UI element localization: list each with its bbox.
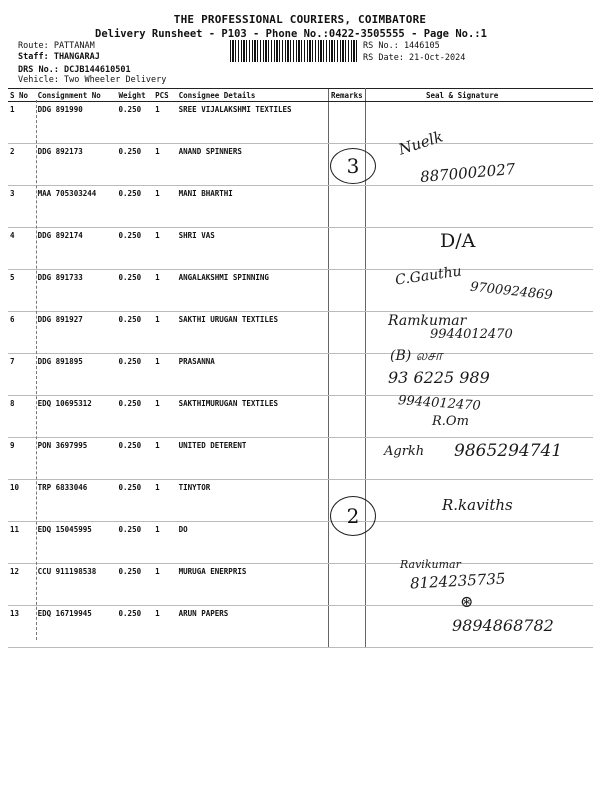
sno-cell: 3: [8, 186, 36, 228]
weight-cell: 0.250: [117, 396, 154, 438]
pcs-cell: 1: [153, 396, 177, 438]
pcs-cell: 1: [153, 312, 177, 354]
table-row: [8, 102, 593, 144]
barcode: [230, 40, 357, 62]
consignee-cell: MANI BHARTHI: [177, 186, 329, 228]
weight-cell: 0.250: [117, 312, 154, 354]
pcs-cell: 1: [153, 480, 177, 522]
col-consignee: Consignee Details: [177, 89, 329, 102]
signature-row8: R.Om: [432, 414, 469, 429]
consignment-cell: TRP 6833046: [36, 480, 117, 522]
pcs-cell: 1: [153, 102, 177, 144]
consignment-cell: DDG 891990: [36, 102, 117, 144]
route-label: Route: PATTANAM: [18, 41, 95, 51]
remark-mark-upper: 3: [330, 148, 376, 184]
consignment-cell: EDQ 16719945: [36, 606, 117, 648]
signature-row9: Agrkh: [384, 444, 425, 459]
sno-cell: 8: [8, 396, 36, 438]
rs-number: RS No.: 1446105: [363, 41, 440, 51]
table-header-row: [8, 89, 593, 102]
col-signature: Seal & Signature: [365, 89, 593, 102]
sno-cell: 11: [8, 522, 36, 564]
phone-row2: 8870002027: [419, 159, 517, 187]
sno-cell: 13: [8, 606, 36, 648]
remarks-cell: [329, 354, 366, 396]
vehicle-label: Vehicle: Two Wheeler Delivery: [18, 75, 167, 85]
sno-cell: 7: [8, 354, 36, 396]
signature-row7: (B) லசா: [390, 348, 443, 364]
consignee-cell: PRASANNA: [177, 354, 329, 396]
pcs-cell: 1: [153, 144, 177, 186]
sno-cell: 9: [8, 438, 36, 480]
consignee-cell: ANGALAKSHMI SPINNING: [177, 270, 329, 312]
table-row: [8, 354, 593, 396]
remarks-cell: [329, 606, 366, 648]
consignee-cell: UNITED DETERENT: [177, 438, 329, 480]
weight-cell: 0.250: [117, 564, 154, 606]
signature-row6: Ramkumar: [388, 313, 467, 329]
signature-row13-mark: ⊛: [460, 592, 474, 611]
weight-cell: 0.250: [117, 228, 154, 270]
table-row: [8, 522, 593, 564]
phone-row7: 93 6225 989: [388, 368, 490, 387]
consignment-cell: EDQ 15045995: [36, 522, 117, 564]
consignee-cell: DO: [177, 522, 329, 564]
sno-cell: 1: [8, 102, 36, 144]
remarks-cell: [329, 186, 366, 228]
consignment-cell: PON 3697995: [36, 438, 117, 480]
signature-cell: [365, 186, 593, 228]
sno-cell: 6: [8, 312, 36, 354]
weight-cell: 0.250: [117, 186, 154, 228]
consignment-cell: DDG 891927: [36, 312, 117, 354]
phone-row6: 9944012470: [430, 327, 513, 342]
table-row: [8, 186, 593, 228]
rs-date: RS Date: 21-Oct-2024: [363, 53, 466, 63]
signature-cell: [365, 102, 593, 144]
weight-cell: 0.250: [117, 102, 154, 144]
pcs-cell: 1: [153, 228, 177, 270]
consignment-cell: DDG 891733: [36, 270, 117, 312]
signature-cell: [365, 228, 593, 270]
signature-row11: R.kaviths: [442, 496, 513, 514]
remarks-cell: [329, 396, 366, 438]
pcs-cell: 1: [153, 522, 177, 564]
col-weight: Weight: [117, 89, 154, 102]
weight-cell: 0.250: [117, 438, 154, 480]
pcs-cell: 1: [153, 564, 177, 606]
column-divider: [36, 100, 37, 640]
drs-number: DRS No.: DCJB144610501: [18, 65, 131, 75]
consignment-cell: DDG 891895: [36, 354, 117, 396]
consignee-cell: SREE VIJALAKSHMI TEXTILES: [177, 102, 329, 144]
consignee-cell: ARUN PAPERS: [177, 606, 329, 648]
col-sno: S No: [8, 89, 36, 102]
consignee-cell: SAKTHI URUGAN TEXTILES: [177, 312, 329, 354]
phone-row13: 9894868782: [452, 616, 554, 635]
consignment-cell: CCU 911198538: [36, 564, 117, 606]
runsheet-subtitle: Delivery Runsheet - P103 - Phone No.:0422-3505555 - Page No.:1: [95, 28, 487, 40]
weight-cell: 0.250: [117, 354, 154, 396]
table-row: [8, 228, 593, 270]
consignment-cell: DDG 892174: [36, 228, 117, 270]
consignment-cell: DDG 892173: [36, 144, 117, 186]
sno-cell: 4: [8, 228, 36, 270]
weight-cell: 0.250: [117, 606, 154, 648]
signature-row12: Ravikumar: [400, 558, 461, 571]
pcs-cell: 1: [153, 438, 177, 480]
remarks-cell: [329, 270, 366, 312]
weight-cell: 0.250: [117, 144, 154, 186]
col-pcs: PCS: [153, 89, 177, 102]
sno-cell: 2: [8, 144, 36, 186]
consignee-cell: MURUGA ENERPRIS: [177, 564, 329, 606]
remarks-cell: [329, 438, 366, 480]
weight-cell: 0.250: [117, 270, 154, 312]
pcs-cell: 1: [153, 354, 177, 396]
sno-cell: 10: [8, 480, 36, 522]
pcs-cell: 1: [153, 270, 177, 312]
signature-row2: Nuelk: [396, 127, 446, 159]
consignment-cell: EDQ 10695312: [36, 396, 117, 438]
table-row: [8, 396, 593, 438]
sno-cell: 5: [8, 270, 36, 312]
col-consignment: Consignment No: [36, 89, 117, 102]
phone-row9: 9865294741: [454, 441, 563, 461]
remarks-cell: [329, 312, 366, 354]
consignee-cell: ANAND SPINNERS: [177, 144, 329, 186]
weight-cell: 0.250: [117, 480, 154, 522]
remarks-cell: [329, 564, 366, 606]
consignee-cell: TINYTOR: [177, 480, 329, 522]
sno-cell: 12: [8, 564, 36, 606]
signature-row5: C.Gauthu: [394, 263, 463, 289]
signature-row4: D/A: [440, 230, 476, 252]
consignee-cell: SHRI VAS: [177, 228, 329, 270]
remarks-cell: [329, 102, 366, 144]
pcs-cell: 1: [153, 606, 177, 648]
weight-cell: 0.250: [117, 522, 154, 564]
staff-label: Staff: THANGARAJ: [18, 52, 100, 62]
remark-mark-lower: 2: [330, 496, 376, 536]
pcs-cell: 1: [153, 186, 177, 228]
remarks-cell: [329, 228, 366, 270]
phone-row8: 9944012470: [397, 393, 482, 414]
phone-row5: 9700924869: [469, 279, 554, 304]
phone-row12: 8124235735: [409, 569, 506, 593]
consignee-cell: SAKTHIMURUGAN TEXTILES: [177, 396, 329, 438]
consignment-cell: MAA 705303244: [36, 186, 117, 228]
col-remarks: Remarks: [329, 89, 366, 102]
company-title: THE PROFESSIONAL COURIERS, COIMBATORE: [173, 13, 427, 26]
